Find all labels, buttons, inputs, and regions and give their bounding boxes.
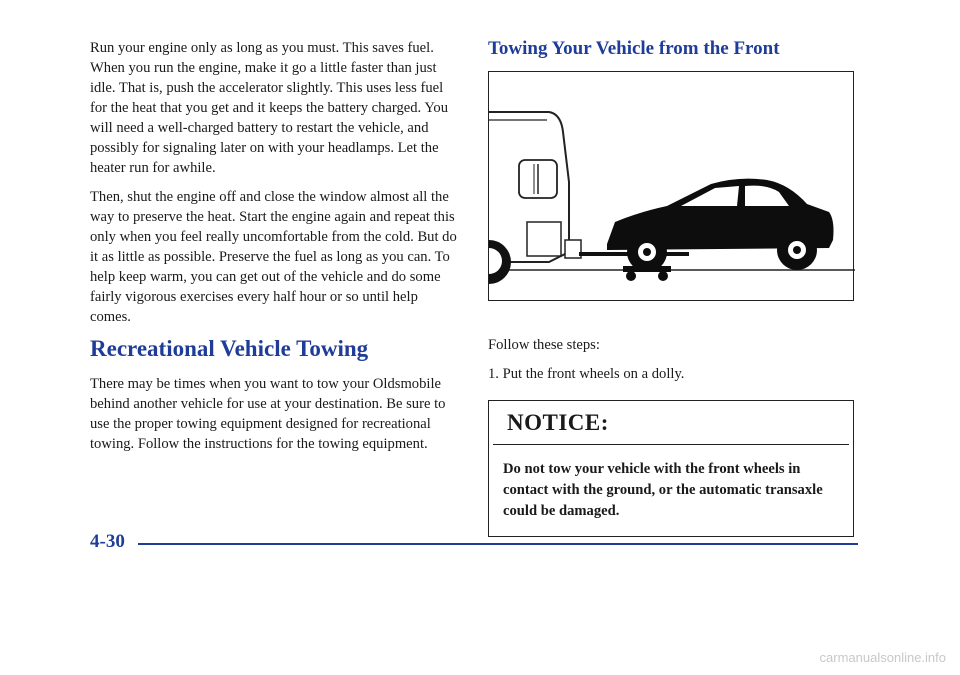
page-number: 4-30 [90, 531, 125, 552]
towing-illustration [488, 71, 854, 301]
heading-towing-front: Towing Your Vehicle from the Front [488, 38, 780, 59]
paragraph-shut-engine: Then, shut the engine off and close the window almost all the way to preserve the heat. Start the engine again and repeat this only when you feel really uncomfortable from the cold. But do it as little as possible. Preserve the fuel as long as you can. To help keep warm, you can get out of the vehicle and do some fairly vigorous exercises every half hour or so until help comes. [90, 189, 457, 325]
right-column [488, 38, 858, 537]
left-column [90, 38, 462, 463]
watermark: carmanualsonline.info [819, 650, 946, 665]
notice-title: NOTICE: [493, 401, 849, 445]
step-1: 1. Put the front wheels on a dolly. [488, 366, 685, 382]
page-footer [90, 525, 858, 555]
steps-intro: Follow these steps: [488, 337, 600, 353]
paragraph-recreational-towing: There may be times when you want to tow your Oldsmobile behind another vehicle for use at your destination. Be sure to use the proper towing equipment designed for recreational towing. Follow the instructions for the towing equipment. [90, 376, 446, 452]
notice-body: Do not tow your vehicle with the front wheels in contact with the ground, or the automatic transaxle could be damaged. [503, 461, 823, 519]
rv-door [527, 222, 561, 256]
paragraph-engine: Run your engine only as long as you must. This saves fuel. When you run the engine, make it go a little faster than just idle. That is, push the accelerator slightly. This uses less fuel for the heat that you get and it keeps the battery charged. You will need a well-charged battery to restart the vehicle, and possibly for signaling later on with your headlamps. Let the heater run for awhile. [90, 40, 448, 176]
rv-bumper [565, 240, 581, 258]
heading-recreational-towing: Recreational Vehicle Towing [90, 336, 369, 361]
notice-box [488, 400, 854, 537]
towing-illustration-svg [489, 72, 855, 302]
footer-rule [138, 543, 858, 545]
